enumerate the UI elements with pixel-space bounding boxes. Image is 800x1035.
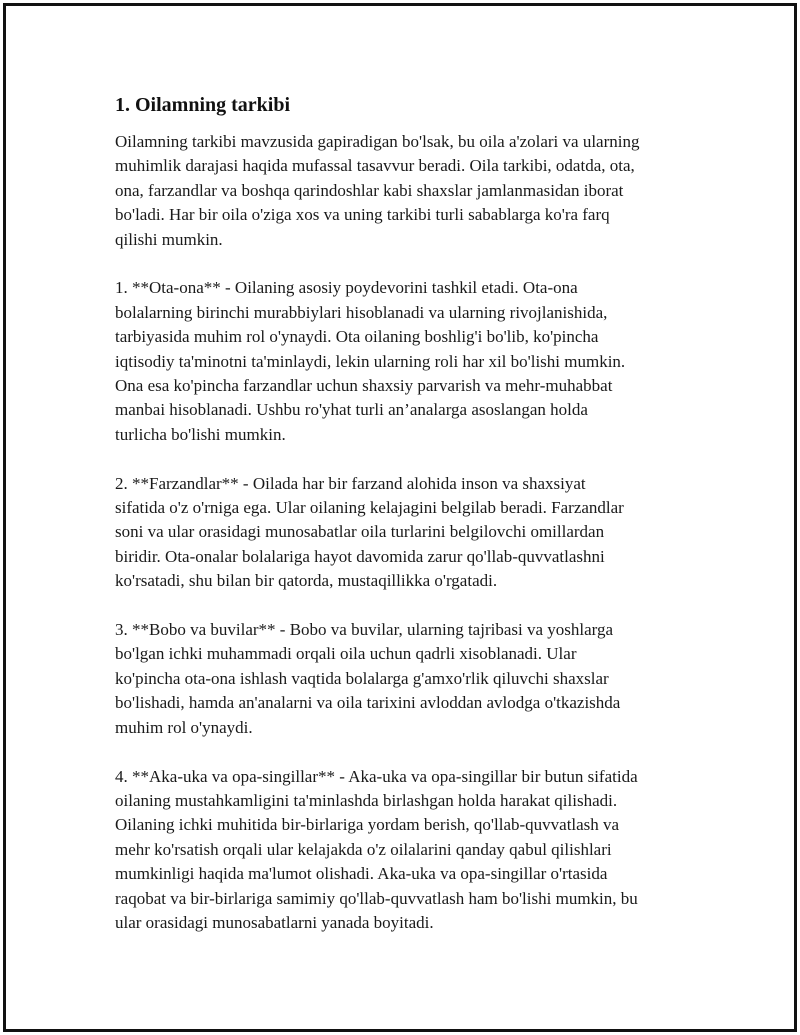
paragraph-line: muhimlik darajasi haqida mufassal tasavvur beradi. Oila tarkibi, odatda, ota,: [115, 156, 635, 176]
paragraph-line: 4. **Aka-uka va opa-singillar** - Aka-uka va opa-singillar bir butun sifatida: [115, 766, 638, 786]
paragraph-line: Ona esa ko'pincha farzandlar uchun shaxsiy parvarish va mehr-muhabbat: [115, 376, 613, 396]
paragraph-line: oilaning mustahkamligini ta'minlashda birlashgan holda harakat qilishadi.: [115, 790, 618, 810]
paragraph-line: ular orasidagi munosabatlarni yanada boyitadi.: [115, 912, 434, 932]
paragraph-line: bo'lishadi, hamda an'analarni va oila tarixini avloddan avlodga o'tkazishda: [115, 693, 621, 713]
paragraph-line: muhim rol o'ynaydi.: [115, 717, 253, 737]
paragraph-line: iqtisodiy ta'minotni ta'minlaydi, lekin ularning roli har xil bo'lishi mumkin.: [115, 351, 626, 371]
paragraph-line: manbai hisoblanadi. Ushbu ro'yhat turli an’analarga asoslangan holda: [115, 400, 588, 420]
paragraph-line: Oilaning ichki muhitida bir-birlariga yordam berish, qo'llab-quvvatlash va: [115, 815, 620, 835]
paragraph-line: raqobat va bir-birlariga samimiy qo'llab-quvvatlash ham bo'lishi mumkin, bu: [115, 888, 638, 908]
document-body: [115, 92, 695, 960]
paragraph-line: 3. **Bobo va buvilar** - Bobo va buvilar, ularning tajribasi va yoshlarga: [115, 620, 614, 640]
section-heading: 1. Oilamning tarkibi: [115, 94, 291, 116]
paragraph-line: ko'rsatadi, shu bilan bir qatorda, mustaqillikka o'rgatadi.: [115, 571, 498, 591]
paragraph-line: biridir. Ota-onalar bolalariga hayot davomida zarur qo'llab-quvvatlashni: [115, 546, 605, 566]
intro-paragraph: [115, 130, 695, 252]
paragraph-line: mehr ko'rsatish orqali ular kelajakda o'z oilalarini qanday qabul qilishlari: [115, 839, 612, 859]
paragraph-line: qilishi mumkin.: [115, 229, 223, 249]
paragraph-line: ko'pincha ota-ona ishlash vaqtida bolalarga g'amxo'rlik qiluvchi shaxslar: [115, 668, 609, 688]
paragraph-line: turlicha bo'lishi mumkin.: [115, 424, 286, 444]
siblings-paragraph: [115, 765, 695, 936]
paragraph-line: tarbiyasida muhim rol o'ynaydi. Ota oilaning boshlig'i bo'lib, ko'pincha: [115, 327, 599, 347]
paragraph-line: mumkinligi haqida ma'lumot olishadi. Aka-uka va opa-singillar o'rtasida: [115, 864, 608, 884]
parents-paragraph: [115, 276, 695, 447]
paragraph-line: bo'ladi. Har bir oila o'ziga xos va uning tarkibi turli sabablarga ko'ra farq: [115, 205, 610, 225]
paragraph-line: sifatida o'z o'rniga ega. Ular oilaning kelajagini belgilab beradi. Farzandlar: [115, 498, 624, 518]
paragraph-line: soni va ular orasidagi munosabatlar oila turlarini belgilovchi omillardan: [115, 522, 605, 542]
paragraph-line: 1. **Ota-ona** - Oilaning asosiy poydevorini tashkil etadi. Ota-ona: [115, 278, 578, 298]
grandparents-paragraph: [115, 618, 695, 740]
paragraph-line: ona, farzandlar va boshqa qarindoshlar kabi shaxslar jamlanmasidan iborat: [115, 180, 624, 200]
paragraph-line: 2. **Farzandlar** - Oilada har bir farzand alohida inson va shaxsiyat: [115, 473, 586, 493]
paragraph-line: Oilamning tarkibi mavzusida gapiradigan bo'lsak, bu oila a'zolari va ularning: [115, 132, 640, 151]
paragraph-line: bo'lgan ichki muhammadi orqali oila uchun qadrli xisoblanadi. Ular: [115, 644, 577, 664]
paragraph-line: bolalarning birinchi murabbiylari hisoblanadi va ularning rivojlanishida,: [115, 302, 608, 322]
children-paragraph: [115, 472, 695, 594]
